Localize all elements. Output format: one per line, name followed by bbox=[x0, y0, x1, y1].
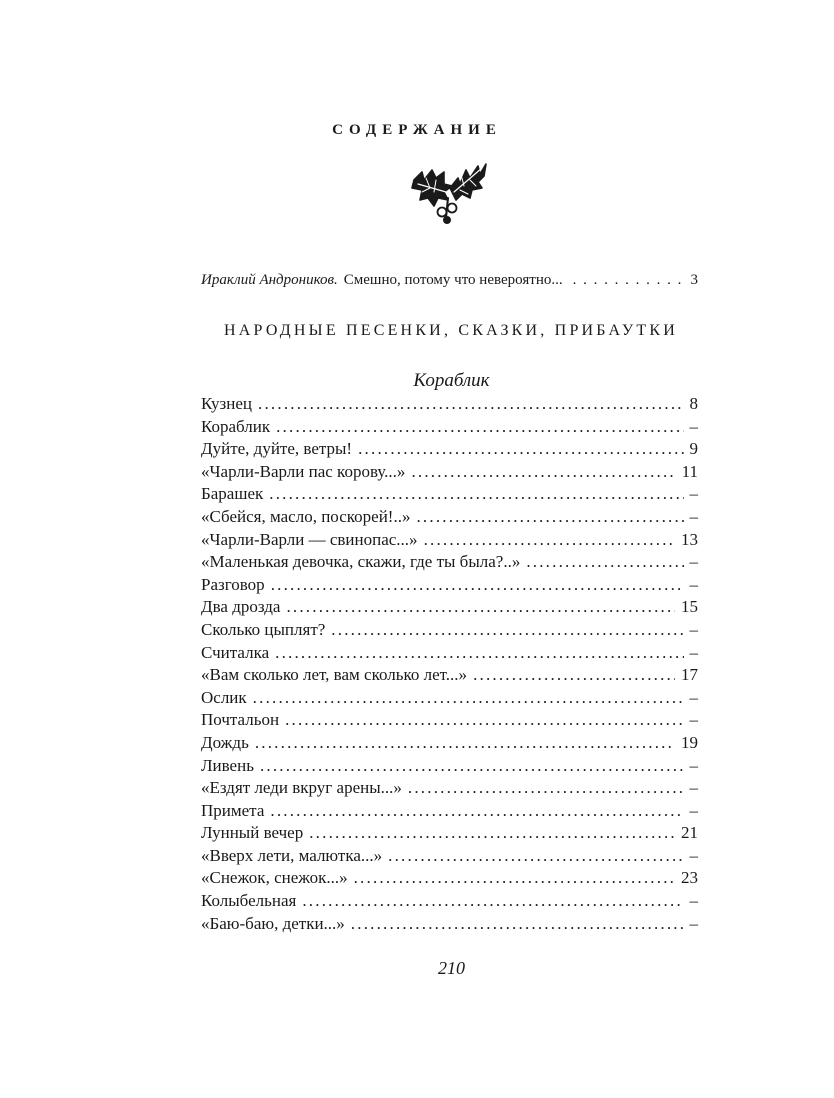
toc-entry-title: Барашек bbox=[201, 484, 264, 504]
dot-leader bbox=[271, 575, 684, 595]
toc-entry-page: 8 bbox=[689, 394, 698, 413]
toc-entry-title: Примета bbox=[201, 800, 265, 820]
page-title: СОДЕРЖАНИЕ bbox=[332, 122, 502, 138]
toc-entry-title: Разговор bbox=[201, 574, 265, 594]
subsection-title: Кораблик bbox=[413, 370, 490, 391]
dot-leader bbox=[526, 552, 683, 572]
dot-leader bbox=[411, 462, 675, 482]
toc-entry bbox=[201, 462, 698, 485]
dot-leader bbox=[309, 823, 675, 843]
toc-entry bbox=[201, 530, 698, 553]
intro-title: Смешно, потому что невероятно... bbox=[343, 272, 563, 288]
toc-entry-page: – bbox=[689, 891, 698, 911]
toc-entry-page: 21 bbox=[681, 823, 698, 843]
toc-entry bbox=[201, 507, 698, 530]
toc-entry-page: – bbox=[689, 778, 698, 798]
toc-entry-title: Ослик bbox=[201, 687, 247, 707]
toc-entry-title: Дождь bbox=[201, 732, 249, 752]
toc-entry bbox=[201, 801, 698, 824]
toc-entry bbox=[201, 439, 698, 462]
toc-entry bbox=[201, 552, 698, 575]
dot-leader bbox=[388, 846, 683, 866]
toc-entry-page: – bbox=[689, 484, 698, 504]
dot-leader bbox=[302, 891, 683, 911]
toc-entry-page: – bbox=[689, 552, 698, 572]
dot-leader bbox=[354, 868, 675, 888]
toc-entry bbox=[201, 575, 698, 598]
dot-leader bbox=[286, 597, 675, 617]
dot-leader bbox=[473, 665, 675, 685]
toc-entry bbox=[201, 394, 698, 417]
dot-leader bbox=[416, 507, 683, 527]
toc-entry-page: 15 bbox=[681, 597, 698, 617]
toc-entry bbox=[201, 823, 698, 846]
toc-entry bbox=[201, 891, 698, 914]
toc-entry-title: Сколько цыплят? bbox=[201, 619, 326, 639]
toc-entry-title: «Чарли-Варли — свинопас...» bbox=[201, 529, 418, 549]
toc-entry-page: – bbox=[689, 845, 698, 865]
toc-entry bbox=[201, 778, 698, 801]
intro-author: Ираклий Андроников. bbox=[201, 272, 338, 288]
toc-entry-title: «Баю-баю, детки...» bbox=[201, 913, 345, 933]
toc-entry bbox=[201, 733, 698, 756]
toc-entry-page: 23 bbox=[681, 868, 698, 888]
toc-entry bbox=[201, 756, 698, 779]
dot-leader bbox=[424, 530, 675, 550]
dot-leader bbox=[331, 620, 683, 640]
toc-entry-title: Почтальон bbox=[201, 710, 280, 730]
toc-entry bbox=[201, 643, 698, 666]
toc-entry bbox=[201, 417, 698, 440]
dot-leader bbox=[275, 643, 683, 663]
toc-entry-title: «Чарли-Варли пас корову...» bbox=[201, 461, 406, 481]
toc-entry-page: – bbox=[689, 416, 698, 436]
toc-entry bbox=[201, 597, 698, 620]
toc-entry bbox=[201, 846, 698, 869]
toc-entry bbox=[201, 484, 698, 507]
dot-leader bbox=[270, 801, 683, 821]
toc-entry-title: «Маленькая девочка, скажи, где ты была?..» bbox=[201, 552, 521, 572]
toc-entry-page: – bbox=[689, 913, 698, 933]
dot-leader bbox=[285, 710, 683, 730]
dot-leader bbox=[573, 272, 687, 289]
toc-entry bbox=[201, 620, 698, 643]
dot-leader bbox=[255, 733, 675, 753]
toc-entry-page: – bbox=[689, 755, 698, 775]
section-heading: НАРОДНЫЕ ПЕСЕНКИ, СКАЗКИ, ПРИБАУТКИ bbox=[224, 322, 678, 339]
dot-leader bbox=[253, 688, 684, 708]
dot-leader bbox=[276, 417, 683, 437]
intro-page-number: 3 bbox=[690, 272, 698, 288]
toc-entry-page: – bbox=[689, 710, 698, 730]
toc-entry-title: «Сбейся, масло, поскорей!..» bbox=[201, 506, 411, 526]
toc-entry bbox=[201, 868, 698, 891]
dot-leader bbox=[408, 778, 684, 798]
toc-entry-title: Лунный вечер bbox=[201, 823, 304, 843]
toc-entry-page: 13 bbox=[681, 529, 698, 549]
dot-leader bbox=[258, 394, 683, 414]
folio-page-number: 210 bbox=[438, 958, 465, 978]
toc-entry-page: 9 bbox=[689, 439, 698, 459]
toc-entry-title: Ливень bbox=[201, 755, 254, 775]
toc-entry-page: 17 bbox=[681, 665, 698, 685]
toc-entry bbox=[201, 665, 698, 688]
toc-entry-title: Кузнец bbox=[201, 394, 253, 413]
dot-leader bbox=[260, 756, 684, 776]
dot-leader bbox=[351, 914, 684, 934]
toc-entry-page: 19 bbox=[681, 732, 698, 752]
toc-entry-title: «Снежок, снежок...» bbox=[201, 868, 348, 888]
toc-entry bbox=[201, 710, 698, 733]
toc-entry-page: – bbox=[689, 506, 698, 526]
toc-entry-page: 11 bbox=[681, 461, 698, 481]
toc-list bbox=[201, 394, 698, 936]
toc-entry-page: – bbox=[689, 619, 698, 639]
toc-entry-title: Два дрозда bbox=[201, 597, 281, 617]
dot-leader bbox=[358, 439, 683, 459]
toc-entry-title: «Вверх лети, малютка...» bbox=[201, 845, 383, 865]
toc-entry bbox=[201, 914, 698, 937]
toc-entry-page: – bbox=[689, 574, 698, 594]
toc-entry-title: «Ездят леди вкруг арены...» bbox=[201, 778, 402, 798]
toc-entry-title: Считалка bbox=[201, 642, 270, 662]
toc-entry-title: «Вам сколько лет, вам сколько лет...» bbox=[201, 665, 468, 685]
toc-entry-page: – bbox=[689, 642, 698, 662]
toc-entry-page: – bbox=[689, 800, 698, 820]
toc-entry-title: Дуйте, дуйте, ветры! bbox=[201, 439, 353, 459]
dot-leader bbox=[269, 484, 683, 504]
toc-entry bbox=[201, 688, 698, 711]
toc-entry-title: Колыбельная bbox=[201, 891, 297, 911]
intro-entry bbox=[201, 272, 698, 289]
toc-entry-page: – bbox=[689, 687, 698, 707]
toc-entry-title: Кораблик bbox=[201, 416, 271, 436]
holly-leaf-icon bbox=[408, 158, 490, 226]
